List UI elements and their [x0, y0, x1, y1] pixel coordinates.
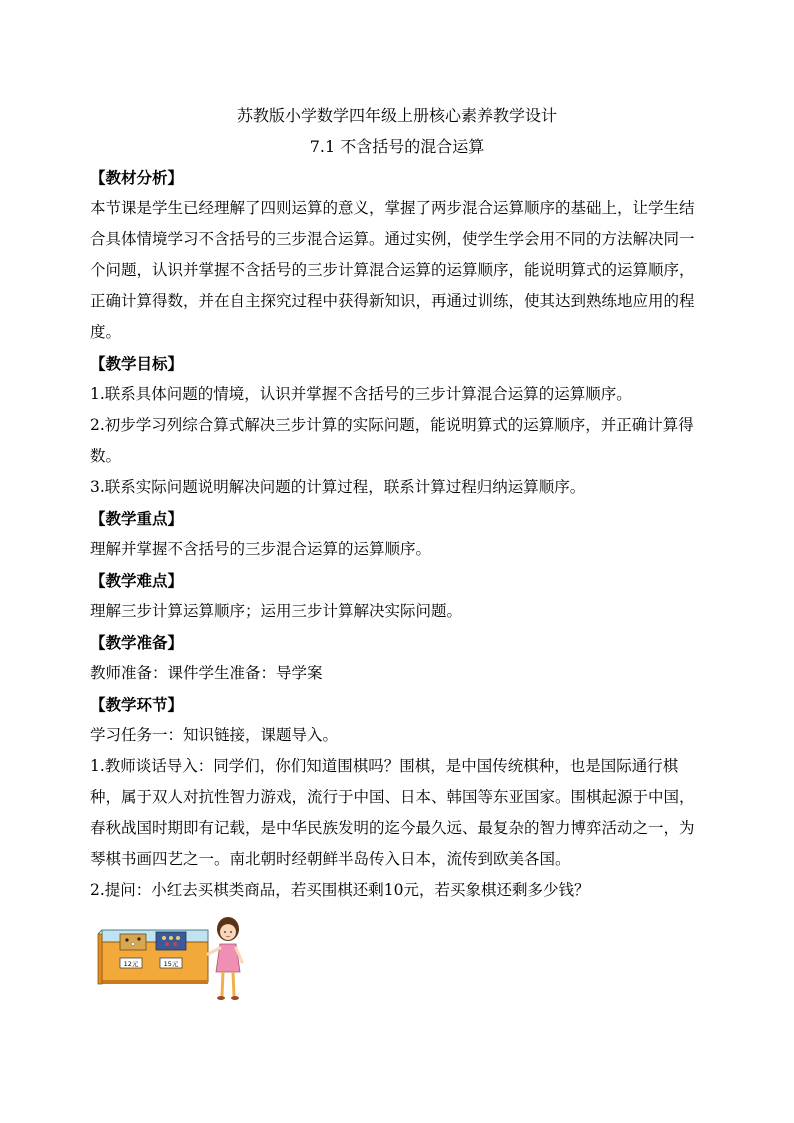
price-tag-left-label: 12元	[123, 960, 139, 968]
lesson-title: 7.1 不含括号的混合运算	[309, 137, 485, 156]
section-heading-difficulties: 【教学难点】	[90, 571, 184, 590]
document-title: 苏教版小学数学四年级上册核心素养教学设计	[236, 106, 557, 125]
paragraph: 学习任务一：知识链接，课题导入。	[90, 726, 339, 744]
section-heading-preparation: 【教学准备】	[90, 633, 184, 652]
go-board	[120, 934, 146, 950]
display-counter	[98, 930, 208, 984]
paragraph: 3.联系实际问题说明解决问题的计算过程，联系计算过程归纳运算顺序。	[90, 478, 586, 496]
section-heading-objectives: 【教学目标】	[90, 354, 184, 373]
paragraph: 教师准备：课件学生准备：导学案	[90, 664, 323, 682]
girl-figure	[208, 917, 242, 1000]
paragraph: 1.教师谈话导入：同学们，你们知道围棋吗？围棋，是中国传统棋种，也是国际通行棋种，属于双人对抗性智力游戏，流行于中国、日本、韩国等东亚国家。围棋起源于中国，春秋战国时期即有记载，是中华民族发明的迄今最久远、最复杂的智力博弈活动之一，为琴棋书画四艺之一。南北朝时经朝鲜半岛传入日本，流传到欧美各国。	[90, 757, 695, 868]
section-heading-key-points: 【教学重点】	[90, 509, 184, 528]
paragraph: 1.联系具体问题的情境，认识并掌握不含括号的三步计算混合运算的运算顺序。	[90, 385, 632, 403]
document-body	[90, 100, 704, 906]
paragraph: 本节课是学生已经理解了四则运算的意义，掌握了两步混合运算顺序的基础上，让学生结合具体情境学习不含括号的三步混合运算。通过实例，使学生学会用不同的方法解决同一个问题，认识并掌握不含括号的三步计算混合运算的运算顺序，能说明算式的运算顺序，正确计算得数，并在自主探究过程中获得新知识，再通过训练，使其达到熟练地应用的程度。	[90, 199, 695, 341]
price-tag-right-label: 15元	[163, 960, 179, 968]
paragraph: 2.提问：小红去买棋类商品，若买围棋还剩10元，若买象棋还剩多少钱？	[90, 881, 590, 899]
chess-board	[156, 932, 186, 950]
paragraph: 理解并掌握不含括号的三步混合运算的运算顺序。	[90, 540, 432, 558]
section-heading-procedure: 【教学环节】	[90, 695, 184, 714]
section-heading-material-analysis: 【教材分析】	[90, 168, 184, 187]
paragraph: 理解三步计算运算顺序；运用三步计算解决实际问题。	[90, 602, 463, 620]
paragraph: 2.初步学习列综合算式解决三步计算的实际问题，能说明算式的运算顺序，并正确计算得数。	[90, 416, 694, 465]
shop-illustration	[96, 914, 252, 1006]
